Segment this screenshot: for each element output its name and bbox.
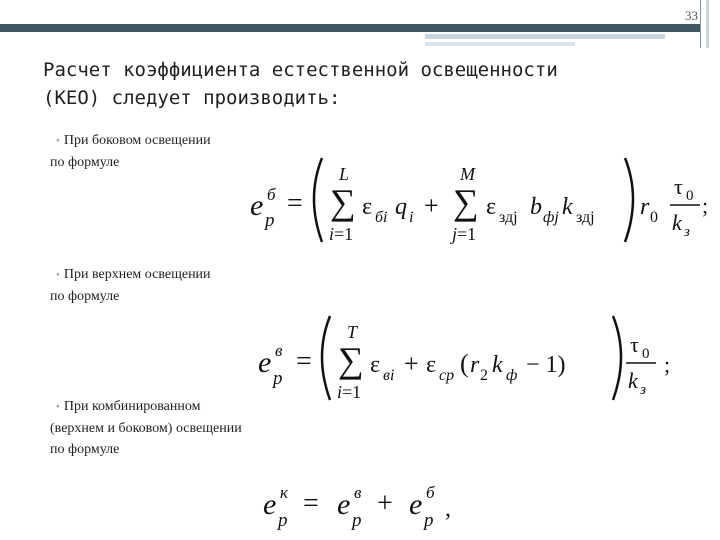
svg-text:=: = xyxy=(296,346,312,377)
svg-text:M: M xyxy=(460,164,475,184)
svg-text:L: L xyxy=(339,164,350,184)
svg-text:0: 0 xyxy=(686,188,694,204)
svg-text:ε: ε xyxy=(486,194,497,220)
svg-text:i=1: i=1 xyxy=(329,224,354,244)
bullet-text: по формуле xyxy=(50,442,120,457)
svg-text:τ: τ xyxy=(674,174,683,199)
svg-text:б: б xyxy=(267,185,276,204)
bullet-text: При боковом освещении xyxy=(63,133,211,148)
svg-text:фj: фj xyxy=(543,209,559,226)
svg-text:к: к xyxy=(280,483,288,502)
svg-text:e: e xyxy=(258,346,272,379)
svg-text:p: p xyxy=(265,210,275,231)
svg-text:e: e xyxy=(337,488,351,521)
svg-text:∑: ∑ xyxy=(330,182,356,222)
svg-text:p: p xyxy=(278,510,288,531)
svg-text:ε: ε xyxy=(370,352,381,378)
slide-number: 33 xyxy=(685,8,698,23)
svg-text:в: в xyxy=(275,341,283,360)
svg-text:0: 0 xyxy=(650,209,658,226)
svg-text:,: , xyxy=(445,496,451,522)
svg-text:j=1: j=1 xyxy=(452,224,477,244)
top-accent-stripe-secondary xyxy=(425,42,575,46)
svg-text:з: з xyxy=(640,382,646,398)
slide-title-line-2: (КЕО) следует производить: xyxy=(43,87,341,109)
bullet-icon: • xyxy=(56,269,60,281)
svg-text:ср: ср xyxy=(439,367,455,384)
svg-text:бi: бi xyxy=(375,209,388,226)
svg-text:+: + xyxy=(377,488,393,519)
svg-text:з: з xyxy=(684,224,690,240)
svg-text:p: p xyxy=(424,510,434,531)
svg-text:i=1: i=1 xyxy=(337,382,362,402)
svg-text:вi: вi xyxy=(383,367,395,384)
svg-text:r: r xyxy=(640,194,650,220)
svg-text:τ: τ xyxy=(630,332,639,357)
svg-text:− 1): − 1) xyxy=(526,352,566,378)
bullet-text: При верхнем освещении xyxy=(63,267,211,282)
svg-text:2: 2 xyxy=(480,367,488,384)
svg-text:k: k xyxy=(562,194,573,220)
slide-title xyxy=(43,56,683,112)
svg-text:ε: ε xyxy=(426,352,437,378)
bullet-text: (верхнем и боковом) освещении xyxy=(50,421,242,436)
svg-text:ф: ф xyxy=(506,367,518,384)
svg-text:(: ( xyxy=(460,349,469,378)
svg-text:k: k xyxy=(628,368,638,393)
svg-text:ε: ε xyxy=(362,194,373,220)
corner-decoration xyxy=(700,0,720,540)
bullet-combined-lighting xyxy=(50,396,242,460)
svg-text:=: = xyxy=(287,188,303,219)
bullet-side-lighting xyxy=(50,130,211,173)
formula-semicolon: ; xyxy=(702,193,709,218)
svg-text:e: e xyxy=(409,488,423,521)
svg-text:k: k xyxy=(492,352,503,378)
top-accent-bar xyxy=(0,24,700,32)
bullet-icon: • xyxy=(56,135,60,147)
svg-text:;: ; xyxy=(664,352,671,377)
svg-text:r: r xyxy=(470,352,480,378)
bullet-text: по формуле xyxy=(50,155,120,170)
svg-text:p: p xyxy=(352,510,362,531)
bullet-icon: • xyxy=(56,401,60,413)
svg-text:0: 0 xyxy=(642,346,650,362)
svg-text:+: + xyxy=(404,349,419,378)
svg-text:в: в xyxy=(354,483,362,502)
svg-text:k: k xyxy=(672,210,682,235)
svg-text:здj: здj xyxy=(576,209,595,226)
svg-text:p: p xyxy=(273,368,283,389)
svg-text:q: q xyxy=(395,194,407,220)
svg-text:i: i xyxy=(409,209,414,226)
bullet-top-lighting xyxy=(50,264,211,307)
svg-text:+: + xyxy=(424,191,439,220)
svg-text:б: б xyxy=(426,483,435,502)
svg-text:=: = xyxy=(303,488,319,519)
svg-text:e: e xyxy=(263,488,277,521)
formula-top-lighting xyxy=(250,310,690,410)
formula-combined-lighting xyxy=(255,470,515,532)
svg-text:e: e xyxy=(250,189,264,222)
svg-text:b: b xyxy=(530,194,542,220)
top-accent-stripe xyxy=(425,34,665,39)
svg-text:∑: ∑ xyxy=(338,340,364,380)
slide-title-line-1: Расчет коэффициента естественной освещенности xyxy=(43,59,558,81)
svg-text:здj: здj xyxy=(499,209,518,226)
svg-text:∑: ∑ xyxy=(453,182,479,222)
bullet-text: При комбинированном xyxy=(63,399,201,414)
bullet-text: по формуле xyxy=(50,289,120,304)
formula-side-lighting xyxy=(240,150,700,250)
svg-text:T: T xyxy=(347,322,358,342)
